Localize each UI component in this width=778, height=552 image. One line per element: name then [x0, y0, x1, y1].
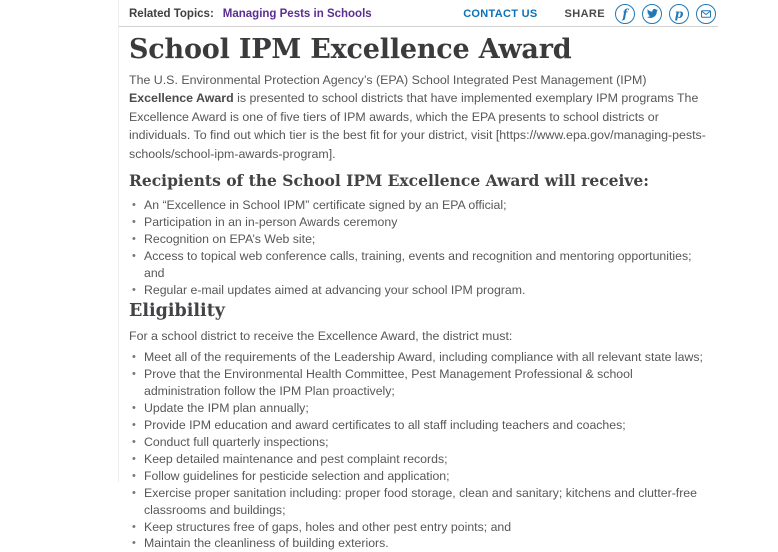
intro-bold-term: Excellence Award [129, 91, 234, 106]
list-item: • Provide IPM education and award certificates to all staff including teachers and coaches; [129, 417, 708, 434]
list-item: • Update the IPM plan annually; [129, 400, 708, 417]
share-label: SHARE [564, 7, 605, 20]
intro-paragraph [129, 71, 708, 163]
page-title: School IPM Excellence Award [129, 34, 572, 65]
related-topics-label: Related Topics: [129, 7, 214, 20]
related-topics-bar [119, 0, 718, 27]
main-content-container [118, 0, 718, 551]
topbar-actions [463, 4, 716, 24]
list-item: • Exercise proper sanitation including: proper food storage, clean and sanitary; kitchens and clutter-free classrooms and buildings; [129, 485, 708, 519]
list-item: • Regular e-mail updates aimed at advancing your school IPM program. [129, 282, 708, 299]
related-topics-link[interactable]: Managing Pests in Schools [222, 7, 372, 20]
list-item: • Keep detailed maintenance and pest complaint records; [129, 451, 708, 468]
list-item: • Access to topical web conference calls, training, events and recognition and mentoring opportunities; and [129, 248, 708, 282]
list-item: • Conduct full quarterly inspections; [129, 434, 708, 451]
facebook-icon[interactable]: f [615, 4, 635, 24]
eligibility-list [129, 349, 708, 552]
eligibility-lead: For a school district to receive the Excellence Award, the district must: [129, 329, 513, 344]
list-item: • Keep structures free of gaps, holes and other pest entry points; and [129, 519, 708, 536]
list-item: • Maintain the cleanliness of building exteriors. [129, 535, 708, 552]
email-icon[interactable] [696, 4, 716, 24]
article [119, 35, 718, 552]
list-item: • Participation in an in-person Awards ceremony [129, 214, 708, 231]
pinterest-icon[interactable]: p [669, 4, 689, 24]
list-item: • Meet all of the requirements of the Leadership Award, including compliance with all relevant state laws; [129, 349, 708, 366]
intro-text-after: is presented to school districts that have implemented exemplary IPM programs The Excellence Award is one of five tiers of IPM awards, which the EPA presents to school districts or individuals. To find out which tier is the best fit for your district, visit [https://www.epa.gov/managing-pests-schools/school-ipm-awards-program]. [129, 91, 706, 161]
intro-text-before: The U.S. Environmental Protection Agency’s (EPA) School Integrated Pest Management (IPM) [129, 73, 647, 87]
eligibility-heading: Eligibility [129, 301, 225, 322]
list-item: • Recognition on EPA’s Web site; [129, 231, 708, 248]
recipients-list [129, 197, 708, 298]
list-item: • Prove that the Environmental Health Committee, Pest Management Professional & school administration follow the IPM Plan proactively; [129, 366, 708, 400]
twitter-icon[interactable] [642, 4, 662, 24]
list-item: • Follow guidelines for pesticide selection and application; [129, 468, 708, 485]
recipients-heading: Recipients of the School IPM Excellence Award will receive: [129, 171, 649, 191]
contact-us-link[interactable]: CONTACT US [463, 7, 538, 20]
list-item: • An “Excellence in School IPM” certificate signed by an EPA official; [129, 197, 708, 214]
